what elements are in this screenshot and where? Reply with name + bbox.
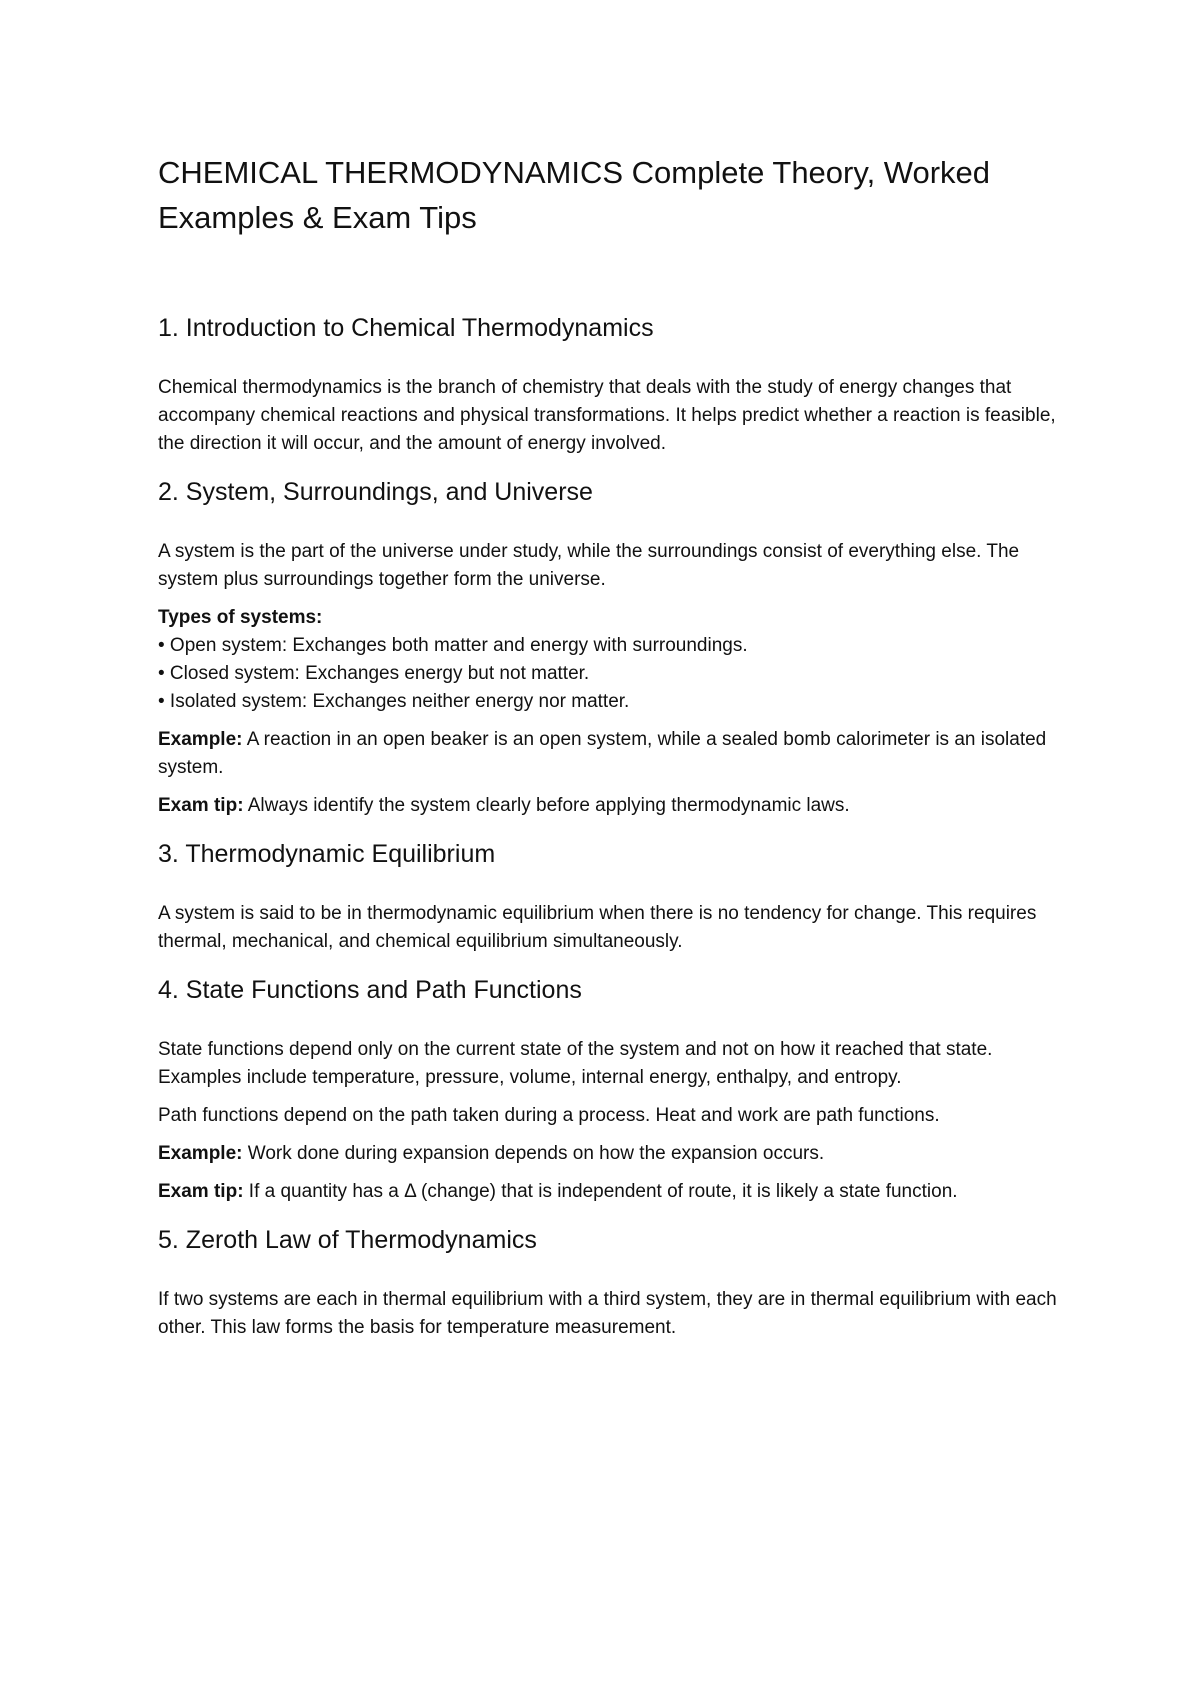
example-text: Work done during expansion depends on how the expansion occurs. [242, 1143, 825, 1164]
example-paragraph [158, 1140, 1058, 1168]
exam-tip-paragraph [158, 1178, 1058, 1206]
section-heading-zeroth-law: 5. Zeroth Law of Thermodynamics [158, 1226, 537, 1254]
example-label: Example: [158, 729, 243, 750]
section-paragraph: Path functions depend on the path taken during a process. Heat and work are path functions. [158, 1105, 940, 1126]
section-paragraph: A system is the part of the universe under study, while the surroundings consist of everything else. The system plus surroundings together form the universe. [158, 541, 1020, 590]
section-heading-equilibrium: 3. Thermodynamic Equilibrium [158, 840, 496, 868]
section-heading-introduction: 1. Introduction to Chemical Thermodynamics [158, 314, 654, 342]
example-paragraph [158, 726, 1058, 782]
example-text: A reaction in an open beaker is an open system, while a sealed bomb calorimeter is an isolated system. [158, 729, 1047, 778]
list-item: • Isolated system: Exchanges neither energy nor matter. [158, 691, 630, 712]
list-item: • Open system: Exchanges both matter and energy with surroundings. [158, 635, 748, 656]
exam-tip-text: If a quantity has a Δ (change) that is independent of route, it is likely a state function. [243, 1181, 958, 1202]
section-paragraph: A system is said to be in thermodynamic equilibrium when there is no tendency for change. This requires thermal, mechanical, and chemical equilibrium simultaneously. [158, 903, 1037, 952]
section-paragraph: If two systems are each in thermal equilibrium with a third system, they are in thermal equilibrium with each other. This law forms the basis for temperature measurement. [158, 1289, 1057, 1338]
exam-tip-label: Exam tip: [158, 1181, 244, 1202]
section-paragraph: Chemical thermodynamics is the branch of chemistry that deals with the study of energy changes that accompany chemical reactions and physical transformations. It helps predict whether a reaction is feasible, the direction it will occur, and the amount of energy involved. [158, 377, 1056, 454]
section-heading-state-path-functions: 4. State Functions and Path Functions [158, 976, 582, 1004]
exam-tip-paragraph [158, 792, 1058, 820]
section-paragraph: State functions depend only on the current state of the system and not on how it reached that state. Examples include temperature, pressure, volume, internal energy, enthalpy, and entropy. [158, 1039, 993, 1088]
types-label [158, 604, 1058, 632]
exam-tip-text: Always identify the system clearly before applying thermodynamic laws. [243, 795, 850, 816]
document-title: CHEMICAL THERMODYNAMICS Complete Theory, Worked Examples & Exam Tips [158, 155, 991, 235]
system-types-list [158, 632, 1058, 716]
document-page [158, 150, 1058, 1352]
exam-tip-label: Exam tip: [158, 795, 244, 816]
types-label-text: Types of systems: [158, 607, 323, 628]
list-item: • Closed system: Exchanges energy but not matter. [158, 663, 590, 684]
example-label: Example: [158, 1143, 243, 1164]
section-heading-system: 2. System, Surroundings, and Universe [158, 478, 593, 506]
